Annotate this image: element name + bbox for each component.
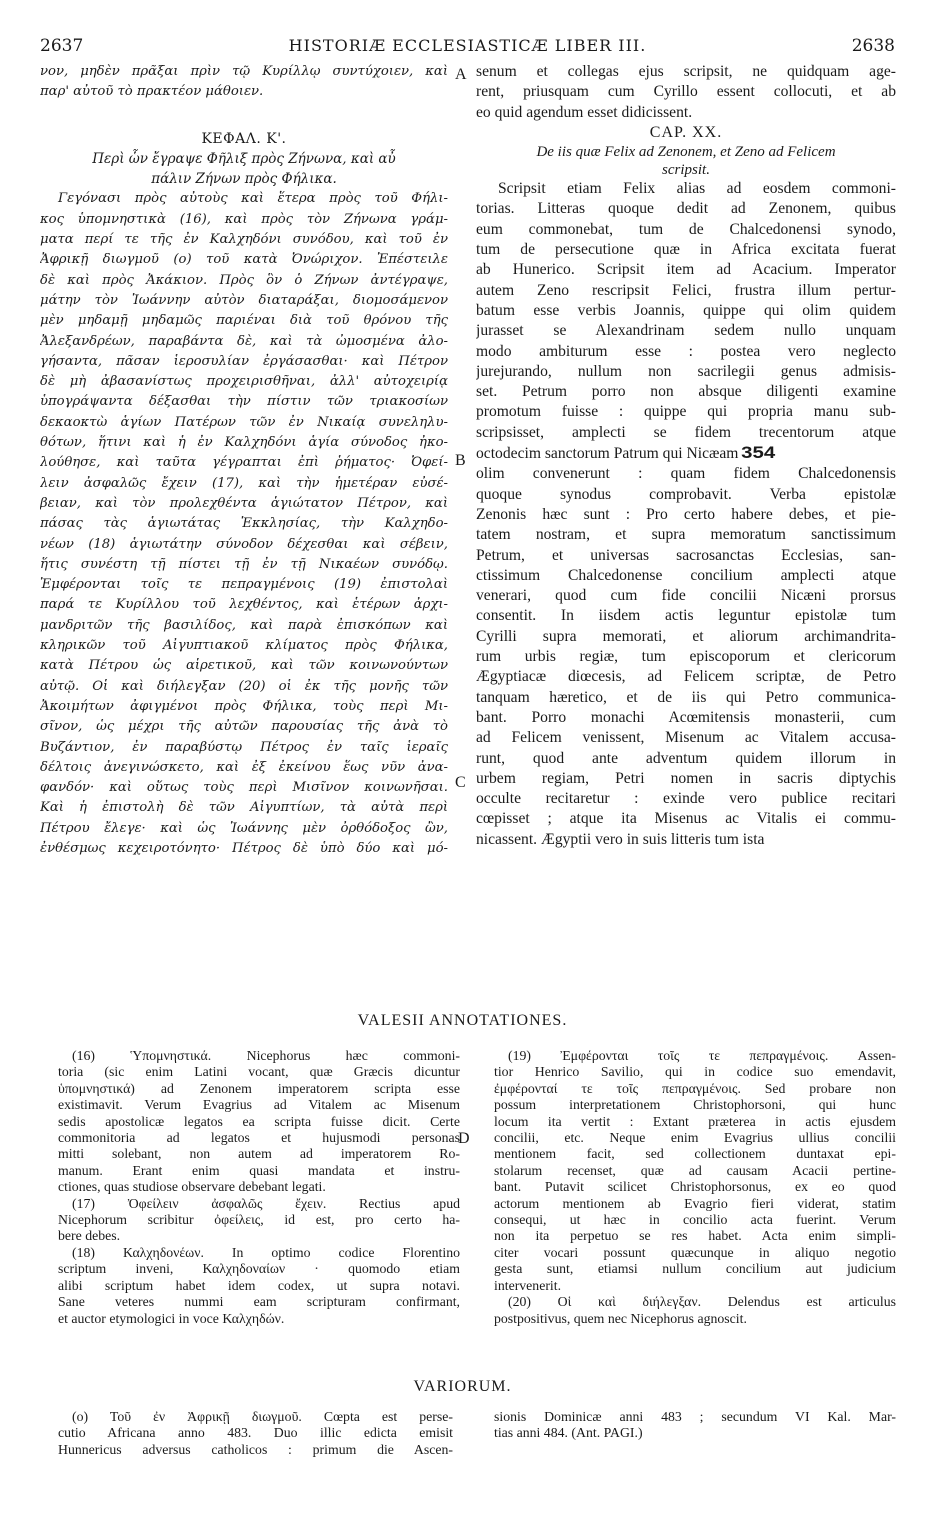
greek-line: Ἐμφέρονται τοῖς τε πεπραγμένοις (19) ἐπιστολαὶ	[40, 577, 448, 593]
greek-line: θότων, ἥτινι καὶ ἡ ἐν Καλχηδόνι ἁγία σύνοδος ἠκο-	[40, 435, 448, 451]
greek-line: μανδριτῶν τῆς βασιλίδος, καὶ παρὰ ἐπισκόπων καὶ	[40, 617, 448, 633]
latin-line: eum commonebat, tum de Chalcedonensi synodo,	[476, 220, 896, 238]
latin-line: ab Hunerico. Scripsit item ad Acacium. Imperator	[476, 261, 896, 279]
annotation-line: commonitoria ad legatos et hujusmodi personas	[58, 1130, 460, 1146]
annotation-line: ctiones, quas studiose observare debebant legati.	[58, 1179, 326, 1195]
greek-line: λούθησε, καὶ ταῦτα γέγραπται ἐπὶ ῥήματος· Ὀφεί-	[40, 455, 448, 471]
latin-line: tatem nostram, et supra memoratum sanctissimum	[476, 526, 896, 544]
margin-marker-a: A	[455, 66, 467, 83]
annotation-line: existimavit. Verum Evagrius ad Vitalem ac Misenum	[58, 1097, 460, 1113]
latin-line: ctissimum Chalcedonense concilium amplecti atque	[476, 566, 896, 584]
annotation-line: manum. Erant enim quasi mandata et instru-	[58, 1162, 460, 1178]
annotation-line: non ita perpetuo se res habet. Acta enim simpli-	[494, 1228, 896, 1244]
greek-line: νέων (18) ἁγιωτάτην σύνοδον δέχεσθαι καὶ σέβειν,	[40, 536, 448, 552]
variorum-line: sionis Dominicæ anni 483 ; secundum VI Kal. Mar-	[494, 1409, 896, 1424]
latin-line: jurejurando, nullum non sacrilegii genus admisis-	[476, 362, 896, 380]
latin-line: batum esse verbis Joannis, quippe qui olim quidem	[476, 301, 896, 319]
greek-line: δὲ μὴ ἀβασανίστως προχειρισθῆναι, ἀλλ' αὐτοχειρίᾳ	[40, 374, 448, 390]
greek-line: μάτην τὸν Ἰωάννην αὐτὸν διαταράξαι, διομοσάμενον	[40, 292, 448, 308]
greek-line: νον, μηδὲν πρᾶξαι πρὶν τῷ Κυρίλλῳ συντύχοιεν, καὶ	[40, 64, 448, 79]
greek-line: λειν ἀσφαλῶς ἔχειν (17), καὶ τὴν ἡμετέραν εὐσέ-	[40, 475, 448, 491]
annotation-line: citer vocari possunt quæcunque in aliquo negotio	[494, 1244, 896, 1260]
running-title: HISTORIÆ ECCLESIASTICÆ LIBER III.	[288, 36, 647, 55]
annotation-line: Nicephorum scribitur ὀφείλεις, id est, pro certo ha-	[58, 1212, 460, 1228]
variorum-line: cutio Africana anno 483. Duo illic edicta emisit	[58, 1425, 453, 1441]
latin-line: Ægyptiacæ diœcesis, ad Felicem scriptæ, de Petro	[476, 668, 896, 686]
greek-line: δὲ καὶ πρὸς Ἀκάκιον. Πρὸς ὃν ὁ Ζήνων ἀντέγραψε,	[40, 272, 448, 288]
greek-line: Καὶ ἡ ἐπιστολὴ δὲ τῶν Αἰγυπτίων, τὰ αὐτὰ περὶ	[40, 800, 448, 816]
annotation-line: sedis apostolicæ legatos ea scripta fuisse dicit. Certe	[58, 1113, 460, 1129]
page-number-right: 2638	[851, 36, 895, 56]
greek-line: γήσαντα, πᾶσαν ἱεροσυλίαν ἐργάσασθαι· καὶ Πέτρον	[40, 353, 448, 369]
annotation-line: (18) Καλχηδονέων. In optimo codice Florentino	[72, 1244, 460, 1260]
latin-body	[476, 179, 896, 443]
greek-line: ματα περί τε τῆς ἐν Καλχηδόνι συνόδου, καὶ τοῦ ἐν	[40, 232, 448, 248]
annotation-line: gesta sunt, etiamsi nullum concilium aut judicium	[494, 1261, 896, 1277]
latin-line: autem Zeno rescripsit Felici, frustra illum pertur-	[476, 281, 896, 299]
latin-line: runt, quod ante adventum quidem illorum in	[476, 749, 896, 767]
latin-line: nicassent. Ægyptii vero in suis litteris tum ista	[476, 830, 765, 848]
latin-line: consentit. In iisdem actis leguntur epistolæ tum	[476, 607, 896, 625]
latin-line: quoque synodus comprobavit. Verba epistolæ	[476, 485, 896, 503]
annotation-line: (16) Ὑπομνηστικά. Nicephorus hæc commoni-	[72, 1048, 460, 1063]
greek-line: παρ' αὐτοῦ τὸ πρακτέον μάθοιεν.	[40, 84, 264, 100]
greek-line: αὐτῷ. Οἱ καὶ διήλεγξαν (20) οἱ ἐκ τῆς μονῆς τῶν	[40, 678, 448, 694]
annotation-line: (17) Ὀφείλειν ἀσφαλῶς ἔχειν. Rectius apud	[72, 1195, 460, 1211]
page-number-left: 2637	[40, 36, 84, 56]
latin-line: Zenonis hæc sunt : Pro certo habere debes, et pie-	[476, 505, 896, 523]
greek-line: δέλτοις ἀνεγινώσκετο, καὶ ἐξ ἐκείνου ἕως νῦν ἀνα-	[40, 759, 448, 775]
greek-chapter-subtitle	[40, 149, 448, 190]
variorum-line: (ο) Τοῦ ἐν Ἀφρικῇ διωγμοῦ. Cœpta est perse-	[72, 1409, 453, 1424]
annotation-line: locum ita vertit : Extant præterea in actis ejusdem	[494, 1113, 896, 1129]
margin-marker-d: D	[458, 1130, 470, 1147]
greek-line: ἐνθέσμως κεχειροτόνητο· Πέτρος δὲ ὑπὸ δύο καὶ μό-	[40, 840, 448, 856]
annotation-line: stolarum recenset, quæ ad causam Acacii pertine-	[494, 1162, 896, 1178]
latin-line: scripsisset, amplecti se fidem trecentorum atque	[476, 423, 896, 441]
annotation-line: (19) Ἐμφέρονται τοῖς τε πεπραγμένοις. Assen-	[508, 1048, 896, 1063]
annotation-line: (20) Οἱ καὶ διήλεγξαν. Delendus est articulus	[508, 1294, 896, 1310]
latin-line: bant. Porro monachi Acœmitensis monasterii, cum	[476, 708, 896, 726]
annotation-line: toria (sic enim Latini vocant, quæ Græcis dicuntur	[58, 1064, 460, 1080]
annotation-line: mitti solebant, non autem ad imperatorem Ro-	[58, 1146, 460, 1162]
greek-line: Ἀκοιμήτων ἀφιγμένοι πρὸς Φήλικα, τοὺς περὶ Μι-	[40, 698, 448, 714]
greek-line: φανδόν· καὶ οὕτως τοὺς περὶ Μισῖνον κοινωνῆσαι.	[40, 780, 448, 796]
latin-chapter-heading: CAP. XX.	[649, 123, 723, 141]
annotation-line: ἐμφέρονταί τε τοῖς πεπραγμένοις. Sed probare non	[494, 1080, 896, 1096]
annotation-line: bere debes.	[58, 1228, 121, 1244]
latin-subtitle-line: scripsit.	[662, 162, 710, 179]
greek-line: κος ὑπομνηστικὰ (16), καὶ πρὸς τὸν Ζήνωνα γράμ-	[40, 211, 448, 227]
variorum-left-column	[58, 1409, 453, 1458]
variorum-title: VARIORUM.	[413, 1378, 512, 1395]
greek-line: Βυζάντιον, ἐν παραβύστῳ Πέτρος ἐν ταῖς ἱεραῖς	[40, 739, 448, 755]
latin-line: Cyrilli supra memorati, et aliorum archimandrita-	[476, 627, 896, 645]
annotation-line: Sane veteres nummi eam scripturam confirmant,	[58, 1294, 460, 1310]
greek-intro	[40, 62, 448, 103]
margin-marker-b: B	[455, 452, 466, 469]
greek-subtitle-line: Περὶ ὧν ἔγραψε Φῆλιξ πρὸς Ζήνωνα, καὶ αὖ	[92, 150, 396, 167]
greek-line: ἥτις συνέστη τῇ πίστει τῇ ἐν τῇ Νικαέων συνόδῳ.	[40, 556, 448, 572]
latin-line: promotum fuisse : quippe qui propria manu sub-	[476, 403, 896, 421]
annotation-line: alibi scriptum habet idem codex, ut supra notavi.	[58, 1277, 460, 1293]
greek-line: κληρικῶν τοῦ Αἰγυπτιακοῦ κλίματος πρὸς Φήλικα,	[40, 638, 448, 654]
greek-line: δεκαοκτὼ ἁγίων Πατέρων τῶν ἐν Νικαίᾳ συνεληλυ-	[40, 414, 448, 430]
greek-body	[40, 189, 448, 859]
greek-line: Ἀλεξανδρέων, παραβάντα δὲ, καὶ τὰ ὠμοσμένα ἀλο-	[40, 333, 448, 349]
annotation-line: ὑπομνηστικά) ad Zenonem imperatorem scripta esse	[58, 1080, 460, 1096]
greek-line: Γεγόνασι πρὸς αὐτοὺς καὶ ἕτερα πρὸς τοῦ Φήλι-	[58, 191, 448, 207]
latin-line: set. Petrum porro non absque diligenti examine	[476, 383, 896, 401]
latin-line: senum et collegas ejus scripsit, ne quidquam age-	[476, 63, 896, 80]
latin-line: urbem regiam, Petri nomen in sacris diptychis	[476, 769, 896, 787]
annotation-line: tior Henrico Savilio, qui in codice suo emendavit,	[494, 1064, 896, 1080]
greek-line: σῖνον, ὡς μέχρι τῆς αὐτῶν παρουσίας τῆς ἀνὰ τὸ	[40, 719, 448, 735]
latin-line: occulte recitaretur : exinde vero publice recitari	[476, 790, 896, 808]
annotation-line: consequi, ut hæc in concilio acta fuerint. Verum	[494, 1212, 896, 1228]
annotation-line: concilii, etc. Neque enim Evagrius ullius concilii	[494, 1130, 896, 1146]
variorum-line: Hunnericus adversus catholicos : primum die Ascen-	[58, 1441, 453, 1457]
annotation-line: mentionem facit, sed collectionem duntaxat epi-	[494, 1146, 896, 1162]
annotation-line: actorum mentionem ab Evagrio fieri viderat, statim	[494, 1195, 896, 1211]
latin-line: cœpisset ; atque ita Misenus ac Vitalis ei commu-	[476, 810, 896, 828]
variorum-right-column	[494, 1409, 896, 1442]
latin-line: Scripsit etiam Felix alias ad eosdem commoni-	[498, 180, 896, 198]
greek-line: παρά τε Κυρίλλου τοῦ λεχθέντος, καὶ ἑτέρων ἀρχι-	[40, 597, 448, 613]
annotations-left-column	[58, 1048, 460, 1327]
greek-line: κατὰ Πέτρου ὡς αἱρετικοῦ, καὶ τῶν κοινωνούντων	[40, 658, 448, 674]
page-marker-354: 354	[741, 443, 776, 463]
annotation-line: postpositivus, quem nec Nicephorus agnoscit.	[494, 1310, 747, 1326]
greek-chapter-heading: ΚΕΦΑΛ. Κ'.	[201, 130, 287, 147]
variorum-line: tias anni 484. (Ant. PAGI.)	[494, 1425, 643, 1441]
margin-marker-c: C	[455, 774, 466, 791]
greek-line: πάσας τὰς ἁγιωτάτας Ἐκκλησίας, τὴν Καλχηδο-	[40, 516, 448, 532]
latin-line: ad Felicem venissent, Misenum ac Vitalem accusa-	[476, 729, 896, 747]
greek-line: ὑπογράψαντα δέξασθαι τὴν πίστιν τῶν τριακοσίων	[40, 394, 448, 410]
greek-line: βειαν, καὶ τὸν προλεχθέντα ἁγιώτατον Πέτρον, καὶ	[40, 495, 448, 511]
latin-line: rent, priusquam cum Cyrillo essent collocuti, et ab	[476, 83, 896, 101]
latin-column	[476, 62, 896, 850]
annotation-line: bant. Putavit scilicet Christophorsonus, ex eo quod	[494, 1179, 896, 1195]
annotation-line: possum interpretationem Christophorsoni, qui hunc	[494, 1097, 896, 1113]
latin-intro	[476, 62, 896, 123]
latin-subtitle-line: De iis quæ Felix ad Zenonem, et Zeno ad Felicem	[536, 144, 836, 161]
latin-line-with-page-marker: octodecim sanctorum Patrum qui Nicæam 354	[476, 443, 776, 463]
latin-line: rum urbis regiæ, tum episcoporum et clericorum	[476, 648, 896, 666]
latin-line: modo ambiturum esse : postea vero neglecto	[476, 342, 896, 360]
greek-line: Πέτρου ἔλεγε· καὶ ὡς Ἰωάννης μὲν ὀρθόδοξος ὢν,	[40, 820, 448, 836]
latin-chapter-subtitle	[476, 143, 896, 179]
greek-column	[40, 62, 448, 859]
greek-subtitle-line: πάλιν Ζήνων πρὸς Φήλικα.	[151, 171, 337, 188]
latin-line: olim convenerunt : quam fidem Chalcedonensis	[476, 465, 896, 483]
latin-line: jurasset se Alexandrinam sedem nullo unquam	[476, 322, 896, 340]
greek-line: μὲν μηδαμῇ μηδαμῶς παριέναι διὰ τοῦ θρόνου τῆς	[40, 313, 448, 329]
latin-line: venerari, quod cum fide concilii Nicæni prorsus	[476, 587, 896, 605]
greek-line: Ἀφρικῇ διωγμοῦ (ο) τοῦ κατὰ Ὀνώριχον. Ἐπέστειλε	[40, 252, 448, 268]
annotations-right-column	[494, 1048, 896, 1327]
annotation-line: et auctor etymologici in voce Καλχηδών.	[58, 1310, 285, 1326]
latin-line: tum de persecutione quæ in Africa excitata fuerat	[476, 241, 896, 259]
annotation-line: intervenerit.	[494, 1277, 562, 1293]
latin-line: tanquam hæretico, et de iis qui Petro communica-	[476, 688, 896, 706]
latin-body-continued	[476, 464, 896, 850]
annotation-line: scriptum inveni, Καλχηδοναίων · quomodo etiam	[58, 1261, 460, 1277]
running-header	[40, 36, 895, 60]
latin-line: Petrum, et universas sacrosanctas Ecclesias, san-	[476, 546, 896, 564]
latin-line: eo quid agendum esset didicissent.	[476, 103, 693, 121]
annotations-title: VALESII ANNOTATIONES.	[357, 1012, 568, 1029]
latin-line: torias. Litteras quoque dedit ad Zenonem, quibus	[476, 200, 896, 218]
